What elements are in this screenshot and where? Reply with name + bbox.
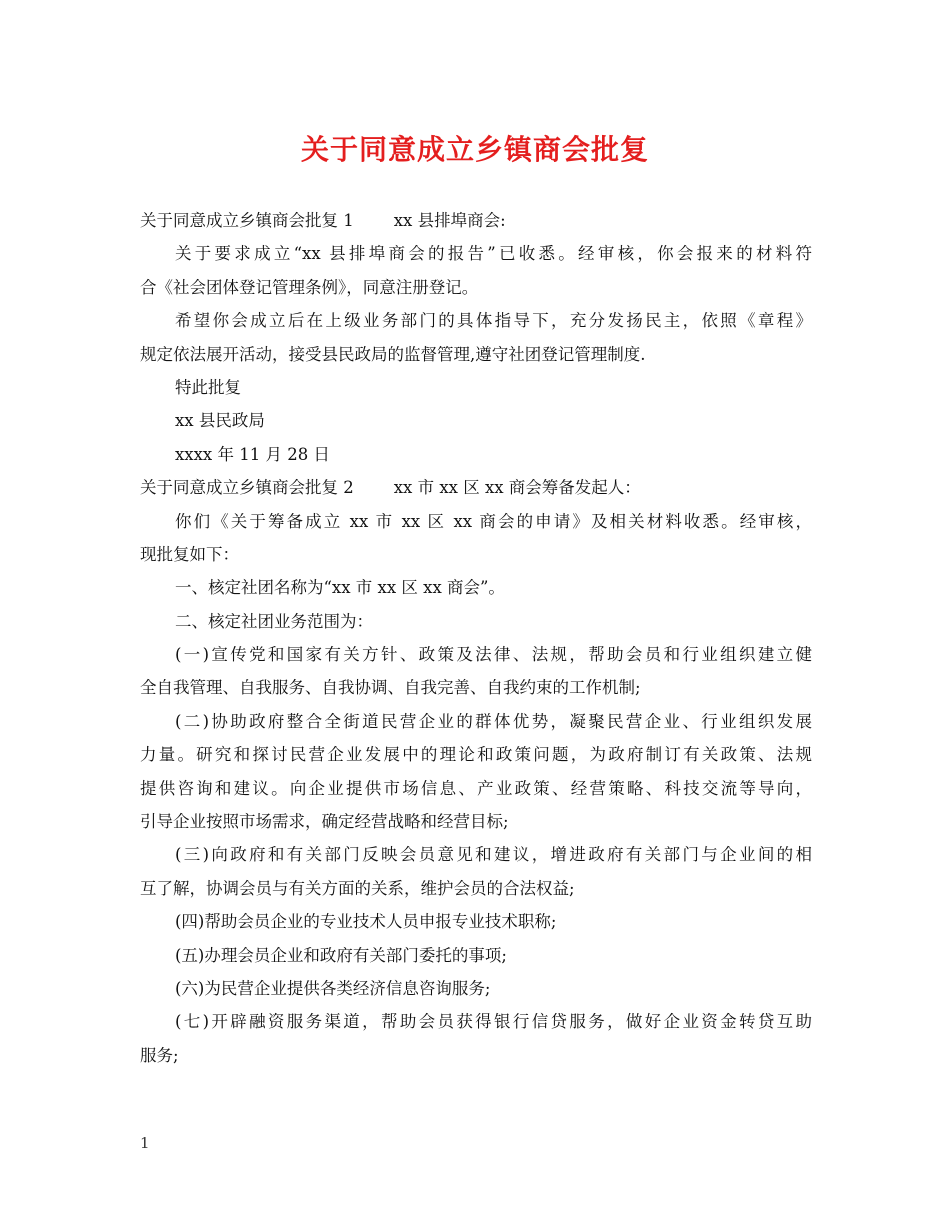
paragraph-line: (七)开辟融资服务渠道，帮助会员获得银行信贷服务，做好企业资金转贷互助 <box>175 1012 812 1032</box>
paragraph-line: 互了解，协调会员与有关方面的关系，维护会员的合法权益; <box>140 878 575 898</box>
paragraph-line: 合《社会团体登记管理条例》，同意注册登记。 <box>140 277 479 297</box>
paragraph-line: (三)向政府和有关部门反映会员意见和建议，增进政府有关部门与企业间的相 <box>175 845 812 865</box>
paragraph-line: (六)为民营企业提供各类经济信息咨询服务; <box>175 978 491 998</box>
paragraph-line: (二)协助政府整合全街道民营企业的群体优势，凝聚民营企业、行业组织发展 <box>175 711 812 731</box>
paragraph-line: (四)帮助会员企业的专业技术人员申报专业技术职称; <box>175 912 557 932</box>
addressee: xx 县排埠商会: <box>393 211 506 230</box>
addressee: xx 市 xx 区 xx 商会筹备发起人： <box>393 478 641 498</box>
document-title: 关于同意成立乡镇商会批复 <box>300 133 649 166</box>
paragraph-line: 关于要求成立“xx 县排埠商会的报告”已收悉。经审核，你会报来的材料符 <box>175 244 812 264</box>
paragraph-line: 提供咨询和建议。向企业提供市场信息、产业政策、经营策略、科技交流等导向， <box>140 778 812 798</box>
page-number: 1 <box>140 1134 150 1152</box>
signature-date: xxxx 年 11 月 28 日 <box>175 444 330 464</box>
heading-label: 关于同意成立乡镇商会批复 2 <box>140 478 354 498</box>
section-heading-2 <box>140 471 812 504</box>
section-heading-1 <box>140 204 812 237</box>
paragraph-line: 一、核定社团名称为“xx 市 xx 区 xx 商会”。 <box>175 578 505 598</box>
paragraph-line: 服务; <box>140 1045 179 1065</box>
paragraph-line: 二、核定社团业务范围为： <box>175 611 373 631</box>
heading-label: 关于同意成立乡镇商会批复 1 <box>140 211 354 230</box>
paragraph-line: (一)宣传党和国家有关方针、政策及法律、法规，帮助会员和行业组织建立健 <box>175 645 812 665</box>
closing-line: 特此批复 <box>175 377 241 397</box>
paragraph-line: (五)办理会员企业和政府有关部门委托的事项; <box>175 945 507 965</box>
paragraph-line: 现批复如下： <box>140 544 239 564</box>
paragraph-line: 全自我管理、自我服务、自我协调、自我完善、自我约束的工作机制; <box>140 678 641 698</box>
paragraph-line: 希望你会成立后在上级业务部门的具体指导下，充分发扬民主，依照《章程》 <box>175 311 812 331</box>
paragraph-line: 力量。研究和探讨民营企业发展中的理论和政策问题，为政府制订有关政策、法规 <box>140 745 812 765</box>
document-body <box>140 204 812 1072</box>
paragraph-line: 规定依法展开活动，接受县民政局的监督管理,遵守社团登记管理制度. <box>140 344 646 364</box>
paragraph-line: 你们《关于筹备成立 xx 市 xx 区 xx 商会的申请》及相关材料收悉。经审核， <box>175 511 812 531</box>
signature-org: xx 县民政局 <box>175 411 265 431</box>
paragraph-line: 引导企业按照市场需求，确定经营战略和经营目标; <box>140 812 509 832</box>
